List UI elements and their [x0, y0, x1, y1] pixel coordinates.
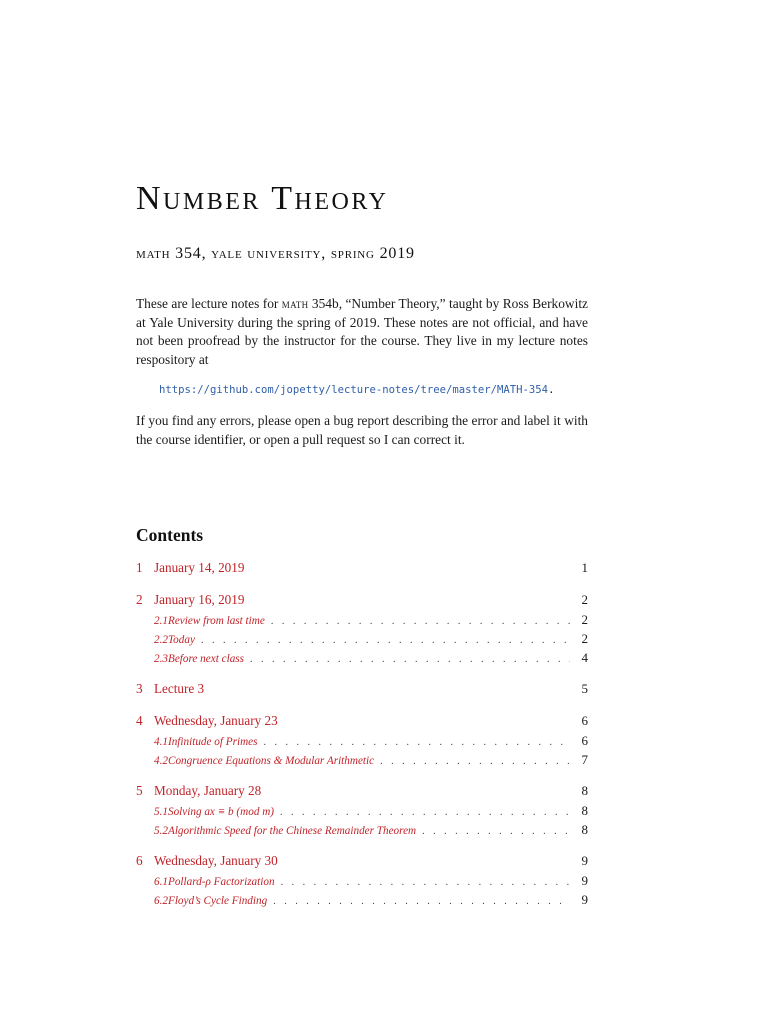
- toc-section-number: 3: [136, 681, 143, 696]
- toc-entry-subsection[interactable]: [136, 822, 588, 841]
- toc-subsection-title: Pollard-ρ Factorization: [167, 876, 275, 888]
- course-code: math: [281, 296, 309, 311]
- toc-page-number: 9: [581, 873, 588, 888]
- toc-dot-leader: [422, 826, 570, 837]
- toc-section-title: Wednesday, January 30: [154, 853, 278, 868]
- toc-page-number: 6: [581, 713, 588, 728]
- toc-entry-section[interactable]: [136, 560, 588, 580]
- toc-subsection-number: 4.2: [154, 755, 168, 767]
- toc-page-number: 1: [581, 560, 588, 575]
- toc-page-number: 6: [581, 733, 588, 748]
- toc-subsection-title: Congruence Equations & Modular Arithmetic: [167, 755, 375, 767]
- toc-entry-section[interactable]: [136, 592, 588, 612]
- toc-section-number: 4: [136, 713, 143, 728]
- table-of-contents: [136, 560, 588, 923]
- toc-entry-section[interactable]: [136, 853, 588, 873]
- toc-subsection-number: 2.1: [154, 615, 168, 627]
- toc-section-number: 2: [136, 592, 143, 607]
- toc-subsection-title: Infinitude of Primes: [167, 736, 258, 748]
- intro-text-rest: 354b, “Number Theory,” taught by Ross Berkowitz at Yale University during the spring of 2019. These notes are not official, and have not been proofread by the instructor for the course. They live in my lecture notes respository at: [136, 296, 588, 367]
- toc-subsection-number: 5.1: [154, 806, 168, 818]
- toc-entry-subsection[interactable]: [136, 733, 588, 752]
- toc-entry-section[interactable]: [136, 783, 588, 803]
- intro-text-start: These are lecture notes for: [136, 296, 282, 311]
- toc-section-title: January 16, 2019: [154, 592, 245, 607]
- toc-section-title: Lecture 3: [154, 681, 205, 696]
- document-title: Number Theory: [136, 180, 389, 217]
- toc-subsection-number: 5.2: [154, 825, 168, 837]
- toc-subsection-title: Review from last time: [167, 615, 265, 627]
- toc-section-number: 1: [136, 560, 143, 575]
- toc-subsection-title: Floyd’s Cycle Finding: [167, 895, 268, 907]
- repository-url-line: [159, 384, 554, 396]
- toc-dot-leader: [380, 756, 570, 767]
- toc-section-title: January 14, 2019: [154, 560, 245, 575]
- toc-entry-subsection[interactable]: [136, 873, 588, 892]
- toc-section: [136, 783, 588, 841]
- toc-page-number: 8: [581, 803, 588, 818]
- url-period: .: [548, 384, 555, 396]
- toc-section: [136, 592, 588, 669]
- toc-page-number: 9: [581, 892, 588, 907]
- toc-entry-section[interactable]: [136, 681, 588, 701]
- toc-entry-subsection[interactable]: [136, 612, 588, 631]
- contents-heading: Contents: [136, 525, 204, 545]
- toc-dot-leader: [280, 807, 570, 818]
- toc-subsection-number: 2.2: [154, 634, 168, 646]
- toc-dot-leader: [250, 654, 570, 665]
- toc-subsection-number: 2.3: [154, 653, 168, 665]
- intro-paragraph: [136, 295, 588, 369]
- toc-page-number: 2: [581, 631, 588, 646]
- toc-section: [136, 560, 588, 580]
- toc-page-number: 5: [581, 681, 588, 696]
- toc-subsection-title: Today: [167, 634, 195, 646]
- toc-subsection-number: 6.1: [154, 876, 168, 888]
- toc-entry-subsection[interactable]: [136, 631, 588, 650]
- toc-page-number: 7: [581, 752, 588, 767]
- toc-entry-section[interactable]: [136, 713, 588, 733]
- toc-dot-leader: [271, 616, 570, 627]
- document-subtitle: math 354, yale university, spring 2019: [136, 245, 415, 262]
- toc-subsection-title: Solving ax ≡ b (mod m): [167, 806, 275, 818]
- toc-section: [136, 681, 588, 701]
- toc-section-title: Monday, January 28: [154, 783, 262, 798]
- toc-subsection-title: Before next class: [167, 653, 244, 665]
- toc-page-number: 2: [581, 612, 588, 627]
- toc-entry-subsection[interactable]: [136, 803, 588, 822]
- toc-page-number: 8: [581, 783, 588, 798]
- toc-subsection-number: 6.2: [154, 895, 168, 907]
- toc-entry-subsection[interactable]: [136, 752, 588, 771]
- toc-dot-leader: [263, 737, 570, 748]
- toc-entry-subsection[interactable]: [136, 892, 588, 911]
- toc-dot-leader: [281, 877, 570, 888]
- toc-subsection-title: Algorithmic Speed for the Chinese Remainder Theorem: [167, 825, 417, 837]
- toc-page-number: 9: [581, 853, 588, 868]
- toc-dot-leader: [273, 896, 570, 907]
- repository-link[interactable]: https://github.com/jopetty/lecture-notes/tree/master/MATH-354: [159, 384, 549, 396]
- toc-dot-leader: [201, 635, 570, 646]
- toc-section: [136, 853, 588, 911]
- toc-page-number: 8: [581, 822, 588, 837]
- toc-section-title: Wednesday, January 23: [154, 713, 278, 728]
- toc-section-number: 6: [136, 853, 143, 868]
- toc-subsection-number: 4.1: [154, 736, 168, 748]
- toc-entry-subsection[interactable]: [136, 650, 588, 669]
- bug-report-paragraph: If you find any errors, please open a bug report describing the error and label it with the course identifier, or open a pull request so I can correct it.: [136, 413, 588, 447]
- toc-page-number: 4: [581, 650, 588, 665]
- toc-page-number: 2: [581, 592, 588, 607]
- toc-section-number: 5: [136, 783, 143, 798]
- toc-section: [136, 713, 588, 771]
